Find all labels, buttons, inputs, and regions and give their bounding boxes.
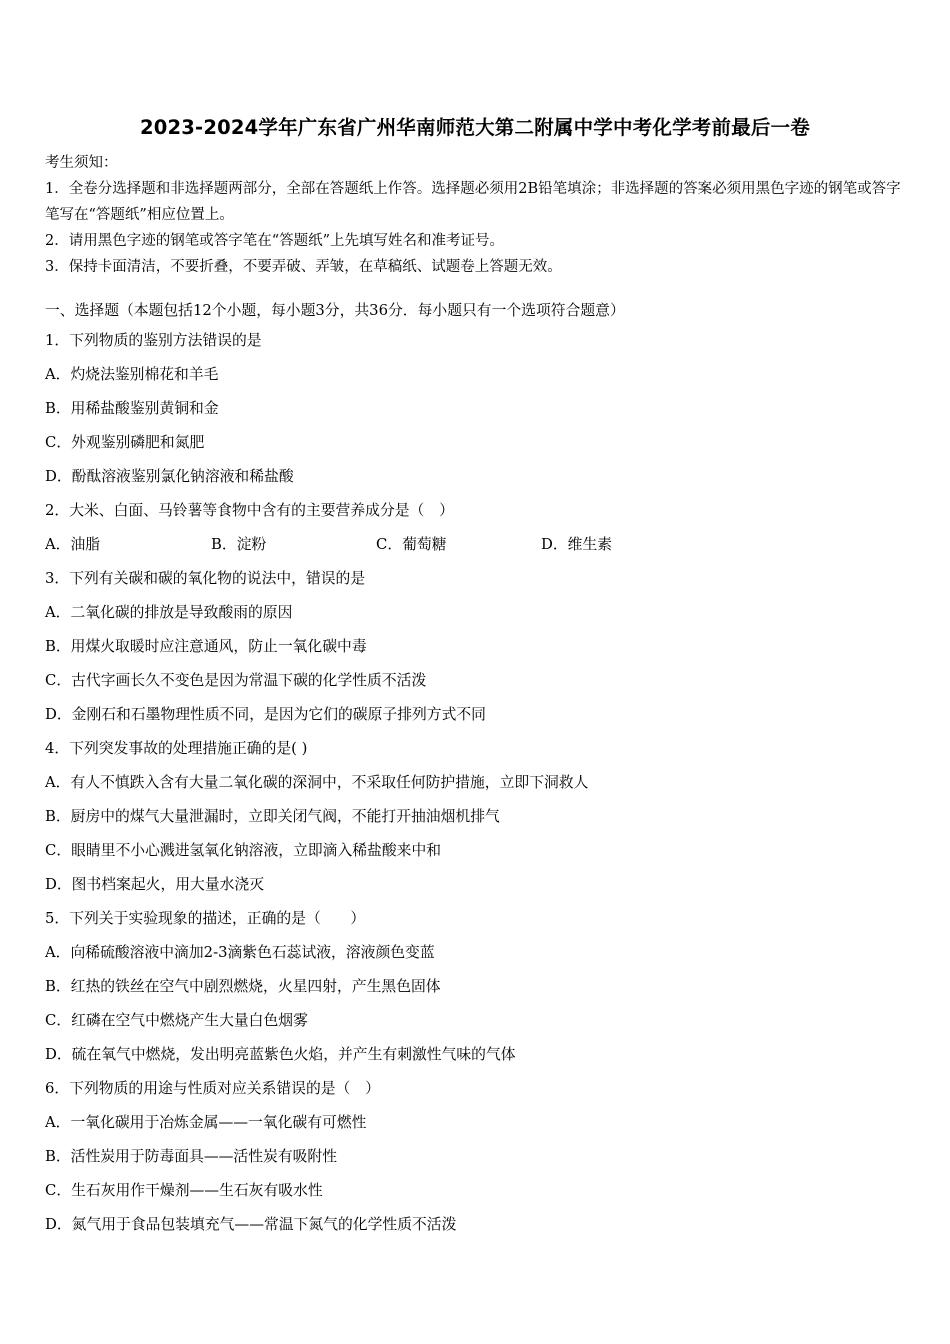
option-b: B．活性炭用于防毒面具——活性炭有吸附性 — [45, 1148, 338, 1165]
option-a: A．向稀硫酸溶液中滴加2-3滴紫色石蕊试液，溶液颜色变蓝 — [45, 944, 435, 961]
option-b: B．红热的铁丝在空气中剧烈燃烧，火星四射，产生黑色固体 — [45, 978, 441, 995]
notice-item: 3．保持卡面清洁，不要折叠，不要弄破、弄皱，在草稿纸、试题卷上答题无效。 — [45, 259, 562, 275]
question-stem: 6．下列物质的用途与性质对应关系错误的是（ ） — [45, 1080, 380, 1097]
option-a: A．灼烧法鉴别棉花和羊毛 — [45, 366, 219, 383]
option-c: C．红磷在空气中燃烧产生大量白色烟雾 — [45, 1012, 308, 1029]
page-title: 2023-2024学年广东省广州华南师范大第二附属中学中考化学考前最后一卷 — [139, 116, 811, 139]
option-a: A．二氧化碳的排放是导致酸雨的原因 — [45, 604, 293, 621]
question-stem: 2．大米、白面、马铃薯等食物中含有的主要营养成分是（ ） — [45, 502, 454, 519]
notice-item: 2．请用黑色字迹的钢笔或答字笔在“答题纸”上先填写姓名和准考证号。 — [45, 233, 505, 249]
notice-heading: 考生须知： — [45, 155, 118, 171]
question-stem: 4．下列突发事故的处理措施正确的是( ) — [45, 740, 308, 757]
option-a: A．一氧化碳用于冶炼金属——一氧化碳有可燃性 — [45, 1114, 367, 1131]
question-section — [45, 298, 915, 1242]
option-a: A．油脂 — [45, 536, 101, 553]
option-c: C．眼睛里不小心溅进氢氧化钠溶液，立即滴入稀盐酸来中和 — [45, 842, 442, 859]
option-b: B．淀粉 — [211, 536, 267, 553]
option-d: D．氮气用于食品包装填充气——常温下氮气的化学性质不活泼 — [45, 1216, 457, 1233]
option-d: D．维生素 — [541, 536, 613, 553]
question-stem: 5．下列关于实验现象的描述，正确的是（ ） — [45, 910, 366, 927]
question-stem: 1．下列物质的鉴别方法错误的是 — [45, 332, 262, 349]
option-b: B．用稀盐酸鉴别黄铜和金 — [45, 400, 219, 417]
option-a: A．有人不慎跌入含有大量二氧化碳的深洞中，不采取任何防护措施，立即下洞救人 — [45, 774, 589, 791]
option-b: B．厨房中的煤气大量泄漏时，立即关闭气阀，不能打开抽油烟机排气 — [45, 808, 500, 825]
question-stem: 3．下列有关碳和碳的氧化物的说法中，错误的是 — [45, 570, 366, 587]
option-d: D．硫在氧气中燃烧，发出明亮蓝紫色火焰，并产生有刺激性气味的气体 — [45, 1046, 516, 1063]
notice-item: 1．全卷分选择题和非选择题两部分，全部在答题纸上作答。选择题必须用2B铅笔填涂；非选择题的答案必须用黑色字迹的钢笔或答字笔写在“答题纸”相应位置上。 — [45, 181, 901, 223]
option-c: C．生石灰用作干燥剂——生石灰有吸水性 — [45, 1182, 323, 1199]
option-d: D．图书档案起火，用大量水浇灭 — [45, 876, 265, 893]
option-b: B．用煤火取暖时应注意通风，防止一氧化碳中毒 — [45, 638, 367, 655]
option-c: C．葡萄糖 — [376, 536, 447, 553]
option-c: C．古代字画长久不变色是因为常温下碳的化学性质不活泼 — [45, 672, 427, 689]
option-c: C．外观鉴别磷肥和氮肥 — [45, 434, 205, 451]
options-row — [45, 528, 915, 562]
section-heading: 一、选择题（本题包括12个小题，每小题3分，共36分．每小题只有一个选项符合题意） — [45, 302, 625, 319]
option-d: D．酚酞溶液鉴别氯化钠溶液和稀盐酸 — [45, 468, 294, 485]
notice-block — [45, 150, 915, 280]
option-d: D．金刚石和石墨物理性质不同，是因为它们的碳原子排列方式不同 — [45, 706, 486, 723]
